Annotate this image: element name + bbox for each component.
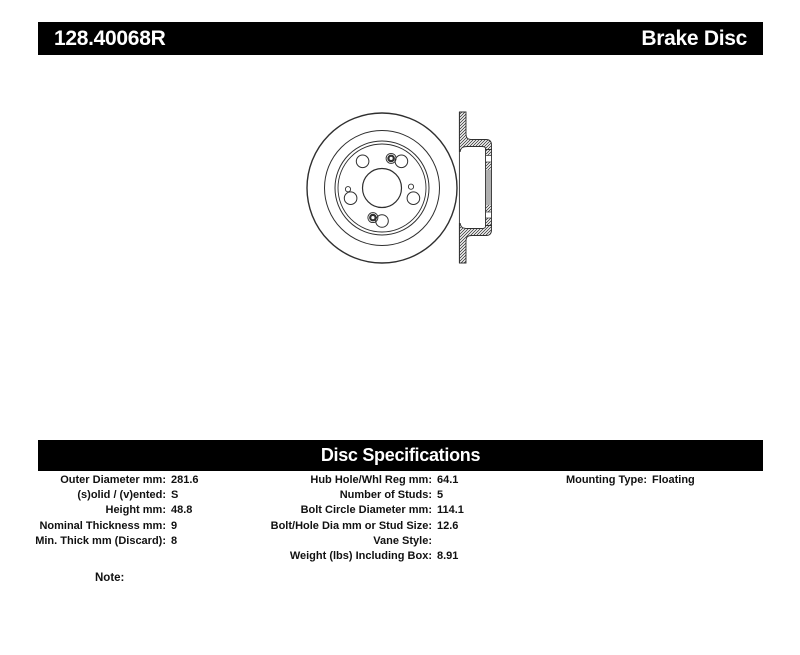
spec-row-mounting-type [530,473,695,488]
spec-value: Floating [652,474,695,486]
spec-value: 9 [171,519,178,532]
spec-section-title: Disc Specifications [320,445,481,465]
center-bore-circle [363,169,402,208]
note-label: Note: [95,572,125,584]
spec-row-bolt-circle-diameter [262,503,464,518]
stud-holes [344,155,419,227]
spec-value: 12.6 [437,519,459,532]
header-bar [38,22,763,55]
spec-label: Mounting Type: [565,474,647,486]
spec-label: Bolt/Hole Dia mm or Stud Size: [270,519,432,532]
spec-row-outer-diameter [35,473,199,488]
spec-label: Outer Diameter mm: [60,474,166,486]
small-alignment-holes [345,184,413,192]
section-top-ring [459,112,491,152]
section-hat-wall [486,150,492,226]
spec-section-header [38,440,763,471]
spec-row-bolt-hole-dia [262,519,464,534]
friction-band-inner-circle [325,131,440,246]
spec-value: 281.6 [171,474,199,486]
cross-section-view [459,112,491,263]
spec-column-right [530,473,695,488]
product-type-title: Brake Disc [641,26,747,50]
spec-value: S [171,489,179,502]
spec-row-nominal-thickness [35,519,199,534]
spec-label: Weight (lbs) Including Box: [289,550,432,563]
set-screw-holes [368,153,396,222]
spec-column-middle [262,473,464,564]
spec-row-min-thick [35,534,199,549]
spec-label: Height mm: [105,504,166,517]
spec-label: Vane Style: [373,534,432,547]
spec-row-hub-hole [262,473,464,488]
spec-label: Min. Thick mm (Discard): [35,534,166,547]
spec-value: 8 [171,534,178,547]
spec-value: 48.8 [171,504,193,517]
spec-value: 8.91 [437,550,459,563]
section-bottom-ring [459,224,491,264]
front-view [307,113,457,263]
spec-label: Hub Hole/Whl Reg mm: [310,474,432,486]
spec-row-weight [262,549,464,564]
spec-label: Number of Studs: [339,489,432,502]
spec-label: Bolt Circle Diameter mm: [300,504,432,517]
spec-value: 64.1 [437,474,459,486]
brake-disc-drawing [290,95,505,280]
spec-label: Nominal Thickness mm: [39,519,166,532]
spec-label: (s)olid / (v)ented: [77,489,166,502]
spec-column-left [35,473,199,549]
spec-row-height [35,503,199,518]
spec-value: 5 [437,489,444,502]
spec-value: 114.1 [437,504,464,517]
spec-row-solid-vented [35,488,199,503]
part-number: 128.40068R [54,26,166,50]
spec-row-vane-style [262,534,464,549]
spec-row-number-of-studs [262,488,464,503]
outer-diameter-circle [307,113,457,263]
hub-outer-circle [335,141,429,235]
